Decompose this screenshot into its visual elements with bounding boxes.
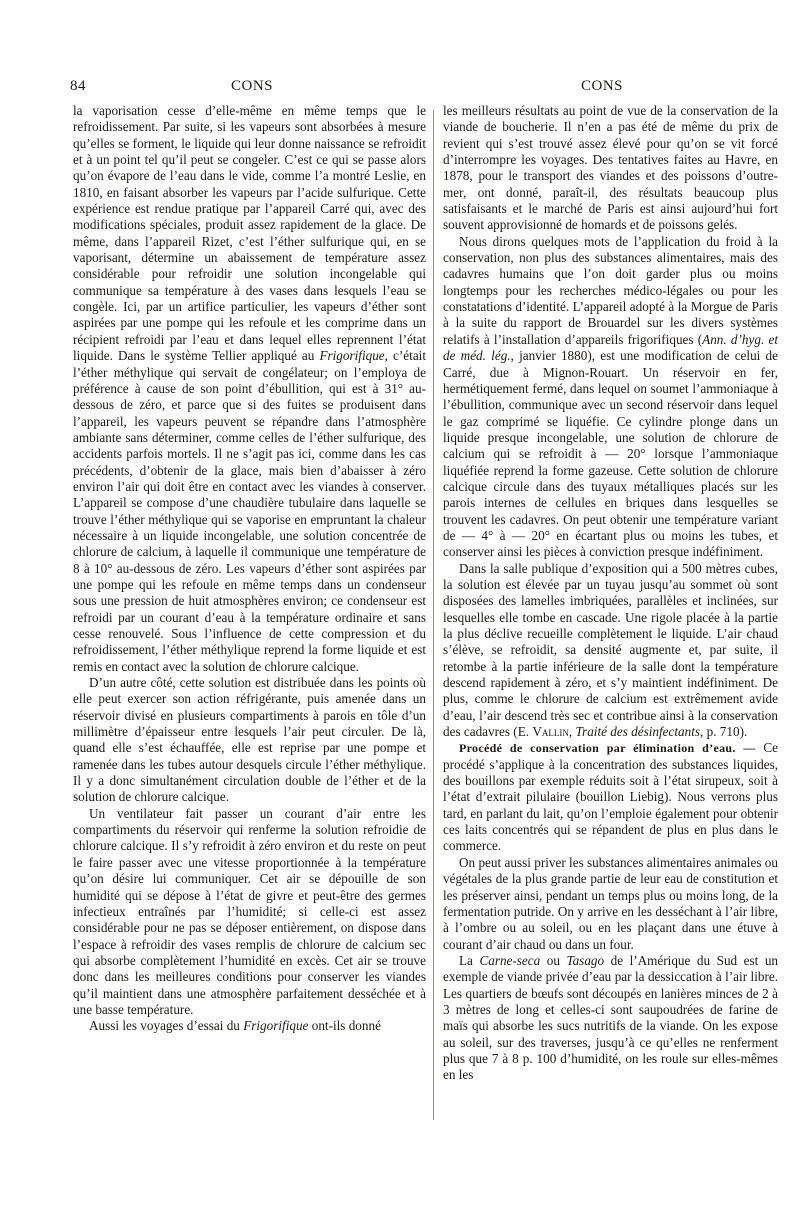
left-column <box>73 103 426 1035</box>
section-heading: Procédé de conservation par élimination d’eau. — <box>459 741 756 756</box>
column-divider <box>433 110 434 1120</box>
paragraph: D’un autre côté, cette solution est distribuée dans les points où elle peut exercer son action réfrigérante, puis amenée dans un réservoir divisé en plusieurs compartiments à parois en tôle d’un millimètre d’épaisseur entre lesquels l’air peut circuler. De là, quand elle s’est échauffée, elle est reprise par une pompe et ramenée dans les tubes autour desquels circule l’éther méthylique. Il y a donc simultanément circulation double de l’éther et de la solution de chlorure calcique. <box>73 675 426 805</box>
right-column <box>443 103 778 1084</box>
left-running-title: CONS <box>231 78 274 94</box>
paragraph: Un ventilateur fait passer un courant d’air entre les compartiments du réservoir qui renferme la solution refroidie de chlorure calcique. Il s’y refroidit à zéro environ et du reste on peut le faire passer avec une vitesse proportionnée à la température qu’on désire lui communiquer. Cet air se dépouille de son humidité qui se dépose à l’état de givre et peut-être des germes infectieux entraînés par l’humidité; si celle-ci est assez considérable pour ne pas se déposer entièrement, on dispose dans l’espace à refroidir des vases remplis de chlorure de calcium sec qui absorbe complètement l’humidité en excès. Cet air se trouve donc dans les meilleures conditions pour conserver les viandes qu’il maintient dans une atmosphère parfaitement desséchée et à une basse température. <box>73 805 426 1017</box>
page-number: 84 <box>70 78 86 94</box>
paragraph: Nous dirons quelques mots de l’application du froid à la conservation, non plus des substances alimentaires, mais des cadavres humains que l’on doit garder plus ou moins longtemps pour les recherches médico-légales ou pour les constatations d’identité. L’appareil adopté à la Morgue de Paris à la suite du rapport de Brouardel sur les divers systèmes relatifs à l’installation d’appareils frigorifiques (Ann. d’hyg. et de méd. lég., janvier 1880), est une modification de celui de Carré, due à Mignon-Rouart. Un réservoir en fer, hermétiquement fermé, dans lequel on soumet l’ammoniaque à l’ébullition, communique avec un second réservoir dans lequel le gaz comprimé se liquéfie. Ce cylindre plonge dans un liquide presque incongelable, une solution de chlorure de calcium qui se refroidit à — 20° lorsque l’ammoniaque liquéfiée reprend la forme gazeuse. Cette solution de chlorure calcique circule dans des tuyaux métalliques placés sur les parois internes de cellules en briques dans lesquelles se trouvent les cadavres. On peut obtenir une température variant de — 4° à — 20° en écartant plus ou moins les tubes, et conserver ainsi les pièces à conviction presque indéfiniment. <box>443 233 779 560</box>
paragraph: On peut aussi priver les substances alimentaires animales ou végétales de la plus grande partie de leur eau de constitution et les préserver ainsi, pendant un temps plus ou moins long, de la fermentation putride. On y arrive en les desséchant à l’air libre, à l’ombre ou au soleil, ou en les plaçant dans une étuve à courant d’air chaud ou dans un four. <box>443 854 778 952</box>
paragraph: La Carne-seca ou Tasago de l’Amérique du Sud est un exemple de viande privée d’eau par la dessiccation à l’air libre. Les quartiers de bœufs sont découpés en lanières minces de 2 à 3 mètres de long et celles-ci sont saupoudrées de farine de maïs qui absorbe les sucs nutritifs de la viande. On les expose au soleil, sur des traverses, jusqu’à ce qu’elles ne renferment plus que 7 à 8 p. 100 d’humidité, on les roule sur elles-mêmes en les <box>443 952 779 1083</box>
paragraph: la vaporisation cesse d’elle-même en même temps que le refroidissement. Par suite, si les vapeurs sont absorbées à mesure qu’elles se forment, le liquide qui leur donne naissance se refroidit et à un point tel qu’il peut se congeler. C’est ce qui se passe alors qu’on évapore de l’eau dans le vide, comme l’a montré Leslie, en 1810, en faisant absorber les vapeurs par l’acide sulfurique. Cette expérience est rendue pratique par l’appareil Carré qui, avec des modifications spéciales, produit assez rapidement de la glace. De même, dans l’appareil Rizet, c’est l’éther sulfurique qui, en se vaporisant, détermine un abaissement de température assez considérable pour refroidir une solution incongelable qui communique sa température à des vases dans lesquels l’eau se congèle. Ici, par un artifice particulier, les vapeurs d’éther sont aspirées par une pompe qui les refoule et les comprime dans un récipient refroidi par l’eau et dans lequel elles reprennent l’état liquide. Dans le système Tellier appliqué au Frigorifique, c’était l’éther méthylique qui servait de congélateur; on l’employa de préférence à cause de son point d’ébullition, qui est à 31° au-dessous de zéro, et parce que si des fuites se produisent dans l’appareil, les vapeurs peuvent se répandre dans l’atmosphère ambiante sans déterminer, comme celles de l’éther sulfurique, des accidents parfois mortels. Il ne s’agit pas ici, comme dans les cas précédents, d’obtenir de la glace, mais bien d’abaisser à zéro environ l’air qui doit être en contact avec les viandes à conserver. L’appareil se compose d’une chaudière tubulaire dans laquelle se trouve l’éther méthylique qui se vaporise en empruntant la chaleur nécessaire à un liquide incongelable, une solution concentrée de chlorure de calcium, à laquelle il communique une température de 8 à 10° au-dessous de zéro. Les vapeurs d’éther sont aspirées par une pompe qui les refoule en même temps dans un condenseur sous une pression de huit atmosphères environ; ce condenseur est refroidi par un courant d’eau à la température ordinaire et sans cesse renouvelé. Sous l’influence de cette compression et du refroidissement, l’éther méthylique reprend la forme liquide et est remis en contact avec la solution de chlorure calcique. <box>73 103 426 674</box>
paragraph: Aussi les voyages d’essai du Frigorifique ont-ils donné <box>89 1018 381 1034</box>
paragraph: Dans la salle publique d’exposition qui a 500 mètres cubes, la solution est élevée par un tuyau jusqu’au sommet où sont disposées des lamelles imbriquées, parallèles et inclinées, sur lesquelles elle tombe en cascade. Une rigole placée à la partie la plus déclive recueille complètement le liquide. L’air chaud s’élève, se refroidit, sa densité augmente et, par suite, il retombe à la partie inférieure de la salle dont la température descend rapidement à zéro, et s’y maintient indéfiniment. De plus, comme le chlorure de calcium est extrêmement avide d’eau, l’air descend très sec et contribue ainsi à la conservation des cadavres (E. Vallin, Traité des désinfectants, p. 710). <box>443 560 778 740</box>
section-paragraph: Procédé de conservation par élimination d’eau. — Ce procédé s’applique à la concentration des substances liquides, des bouillons par exemple réduits soit à l’état sirupeux, soit à l’état d’extrait pilulaire (bouillon Liebig). Nous verrons plus tard, en parlant du lait, qu’on l’emploie également pour obtenir ces laits concentrés qui se répandent de plus en plus dans le commerce. <box>443 740 778 854</box>
right-running-title: CONS <box>581 78 624 94</box>
paragraph: les meilleurs résultats au point de vue de la conservation de la viande de boucherie. Il n’en a pas été de même du prix de revient qui s’est trouvé assez élevé pour qu’on se vit forcé d’interrompre les voyages. Des tentatives faites au Havre, en 1878, pour le transport des viandes et des poissons d’outre-mer, ont donné, paraît-il, des résultats beaucoup plus satisfaisants et le marché de Paris est ainsi aujourd’hui fort souvent approvisionné de homards et de poissons gelés. <box>443 103 778 233</box>
